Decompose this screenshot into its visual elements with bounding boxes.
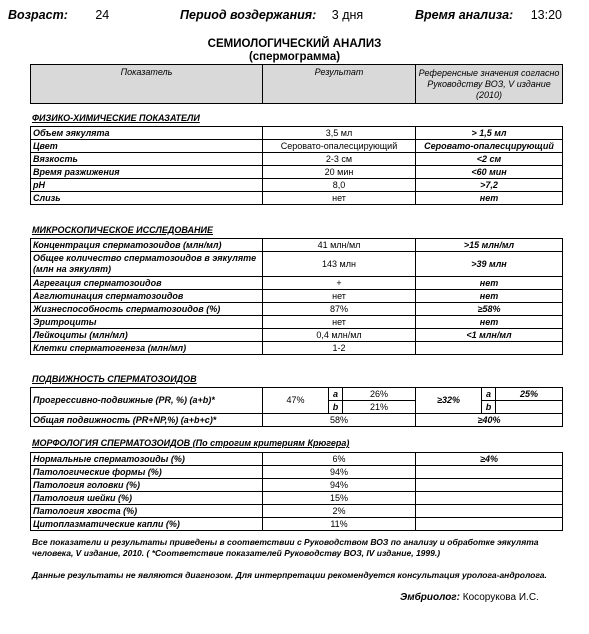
table-cell-reference: >15 млн/мл	[416, 239, 563, 252]
table-row	[31, 239, 563, 252]
morphology-table	[30, 452, 563, 531]
table-cell-name: Эритроциты	[31, 316, 263, 329]
table-row	[31, 252, 563, 277]
abstinence-value: 3 дня	[331, 8, 364, 22]
column-indicator: Показатель	[31, 65, 263, 104]
table-row	[31, 466, 563, 479]
signature-label: Эмбриолог:	[400, 592, 460, 603]
table-cell-name: Клетки сперматогенеза (млн/мл)	[31, 342, 263, 355]
physchem-table-body	[31, 127, 563, 205]
table-cell-reference: ≥40%	[416, 414, 563, 427]
age-label: Возраст:	[8, 8, 68, 22]
table-cell-value: 3,5 мл	[263, 127, 416, 140]
table-row	[31, 192, 563, 205]
age-field	[8, 8, 109, 22]
table-cell-name: Вязкость	[31, 153, 263, 166]
table-cell-name: Общая подвижность (PR+NP,%) (a+b+c)*	[31, 414, 263, 427]
analysis-time-label: Время анализа:	[415, 8, 514, 22]
column-result: Результат	[263, 65, 416, 104]
table-cell-value: Серовато-опалесцирующий	[263, 140, 416, 153]
page-title: СЕМИОЛОГИЧЕСКИЙ АНАЛИЗ	[207, 38, 382, 50]
microscopic-table-body	[31, 239, 563, 355]
analysis-time-value: 13:20	[530, 8, 562, 22]
section-motility-title: ПОДВИЖНОСТЬ СПЕРМАТОЗОИДОВ	[32, 374, 197, 384]
table-row	[31, 127, 563, 140]
table-cell-name: Общее количество сперматозоидов в эякуляте (млн на эякулят)	[31, 252, 263, 277]
analysis-time-field	[415, 8, 562, 22]
abstinence-field	[180, 8, 363, 22]
motility-table	[30, 387, 563, 427]
table-cell-name: Агрегация сперматозоидов	[31, 277, 263, 290]
table-cell-name: Патологические формы (%)	[31, 466, 263, 479]
table-cell-value: 20 мин	[263, 166, 416, 179]
table-cell-value: 58%	[263, 414, 416, 427]
table-cell-value: 11%	[263, 518, 416, 531]
table-row	[31, 492, 563, 505]
table-row	[31, 153, 563, 166]
column-header-table	[30, 64, 563, 104]
microscopic-table	[30, 238, 563, 355]
page-subtitle: (спермограмма)	[248, 51, 341, 63]
table-cell-reference: ≥58%	[416, 303, 563, 316]
section-physchem-title: ФИЗИКО-ХИМИЧЕСКИЕ ПОКАЗАТЕЛИ	[32, 113, 200, 123]
table-cell-reference: нет	[416, 277, 563, 290]
column-reference: Референсные значения согласно Руководству ВОЗ, V издание (2010)	[416, 65, 563, 104]
table-cell-reference: >7,2	[416, 179, 563, 192]
physchem-table	[30, 126, 563, 205]
table-cell-reference	[416, 505, 563, 518]
table-cell-name: Концентрация сперматозоидов (млн/мл)	[31, 239, 263, 252]
table-cell-reference	[416, 479, 563, 492]
age-value: 24	[95, 8, 110, 22]
table-row	[31, 140, 563, 153]
table-cell-value: 2%	[263, 505, 416, 518]
table-row	[31, 277, 563, 290]
table-cell-name: Слизь	[31, 192, 263, 205]
section-microscopic-title: МИКРОСКОПИЧЕСКОЕ ИССЛЕДОВАНИЕ	[32, 225, 213, 235]
table-row	[31, 316, 563, 329]
table-cell-name: Лейкоциты (млн/мл)	[31, 329, 263, 342]
table-cell-reference: ≥32%	[416, 388, 482, 414]
column-header-row	[31, 65, 563, 104]
table-cell-reference: Серовато-опалесцирующий	[416, 140, 563, 153]
table-cell-name: Нормальные сперматозоиды (%)	[31, 453, 263, 466]
table-cell-reference: ≥4%	[416, 453, 563, 466]
table-cell-name: Агглютинация сперматозоидов	[31, 290, 263, 303]
table-cell-name: Патология хвоста (%)	[31, 505, 263, 518]
table-cell-name: Цитоплазматические капли (%)	[31, 518, 263, 531]
table-cell-reference	[416, 342, 563, 355]
section-morphology-title: МОРФОЛОГИЯ СПЕРМАТОЗОИДОВ (По строгим критериям Крюгера)	[32, 438, 350, 448]
table-row	[31, 303, 563, 316]
signature-name: Косорукова И.С.	[462, 592, 539, 603]
ref-b-label: b	[482, 401, 496, 414]
table-cell-value: 87%	[263, 303, 416, 316]
table-cell-name: Жизнеспособность сперматозоидов (%)	[31, 303, 263, 316]
table-cell-reference: > 1,5 мл	[416, 127, 563, 140]
table-cell-name: Цвет	[31, 140, 263, 153]
table-cell-reference	[416, 492, 563, 505]
motility-a-value: 26%	[343, 388, 416, 401]
morphology-table-body	[31, 453, 563, 531]
motility-total-row	[31, 414, 563, 427]
table-row	[31, 479, 563, 492]
ref-a-value: 25%	[496, 388, 563, 401]
ref-b-value	[496, 401, 563, 414]
table-cell-name: Время разжижения	[31, 166, 263, 179]
table-cell-value: нет	[263, 290, 416, 303]
table-cell-value: нет	[263, 316, 416, 329]
table-cell-value: 41 млн/мл	[263, 239, 416, 252]
ref-a-label: a	[482, 388, 496, 401]
signature	[400, 592, 539, 603]
table-cell-value: 143 млн	[263, 252, 416, 277]
table-cell-reference: нет	[416, 290, 563, 303]
table-row	[31, 329, 563, 342]
table-cell-reference	[416, 466, 563, 479]
who-reference-note: Все показатели и результаты приведены в соответствии с Руководством ВОЗ по анализу и обработке эякулята человека, V издание, 2010. ( *Соответствие показателей Руководству ВОЗ, IV издание, 1999.)	[32, 537, 539, 558]
disclaimer-note: Данные результаты не являются диагнозом. Для интерпретации рекомендуется консультация уролога-андролога.	[32, 570, 547, 580]
table-cell-value: 94%	[263, 466, 416, 479]
table-row	[31, 518, 563, 531]
abstinence-label: Период воздержания:	[180, 8, 317, 22]
table-cell-value: 8,0	[263, 179, 416, 192]
table-cell-reference: <2 см	[416, 153, 563, 166]
motility-progressive-row-a	[31, 388, 563, 401]
table-cell-name: Патология головки (%)	[31, 479, 263, 492]
table-cell-reference: нет	[416, 192, 563, 205]
table-row	[31, 166, 563, 179]
table-cell-name: pH	[31, 179, 263, 192]
motility-b-label: b	[329, 401, 343, 414]
motility-a-label: a	[329, 388, 343, 401]
table-cell-value: +	[263, 277, 416, 290]
table-cell-reference: нет	[416, 316, 563, 329]
table-cell-value: 1-2	[263, 342, 416, 355]
table-cell-reference: <60 мин	[416, 166, 563, 179]
table-row	[31, 342, 563, 355]
table-cell-name: Патология шейки (%)	[31, 492, 263, 505]
table-cell-name: Прогрессивно-подвижные (PR, %) (a+b)*	[31, 388, 263, 414]
table-cell-value: 47%	[263, 388, 329, 414]
table-cell-reference: <1 млн/мл	[416, 329, 563, 342]
table-cell-value: 0,4 млн/мл	[263, 329, 416, 342]
table-cell-value: 6%	[263, 453, 416, 466]
table-row	[31, 290, 563, 303]
table-cell-reference: >39 млн	[416, 252, 563, 277]
motility-b-value: 21%	[343, 401, 416, 414]
table-cell-value: 2-3 см	[263, 153, 416, 166]
table-cell-value: нет	[263, 192, 416, 205]
table-cell-reference	[416, 518, 563, 531]
table-row	[31, 505, 563, 518]
table-row	[31, 453, 563, 466]
table-cell-value: 15%	[263, 492, 416, 505]
table-row	[31, 179, 563, 192]
table-cell-name: Объем эякулята	[31, 127, 263, 140]
table-cell-value: 94%	[263, 479, 416, 492]
